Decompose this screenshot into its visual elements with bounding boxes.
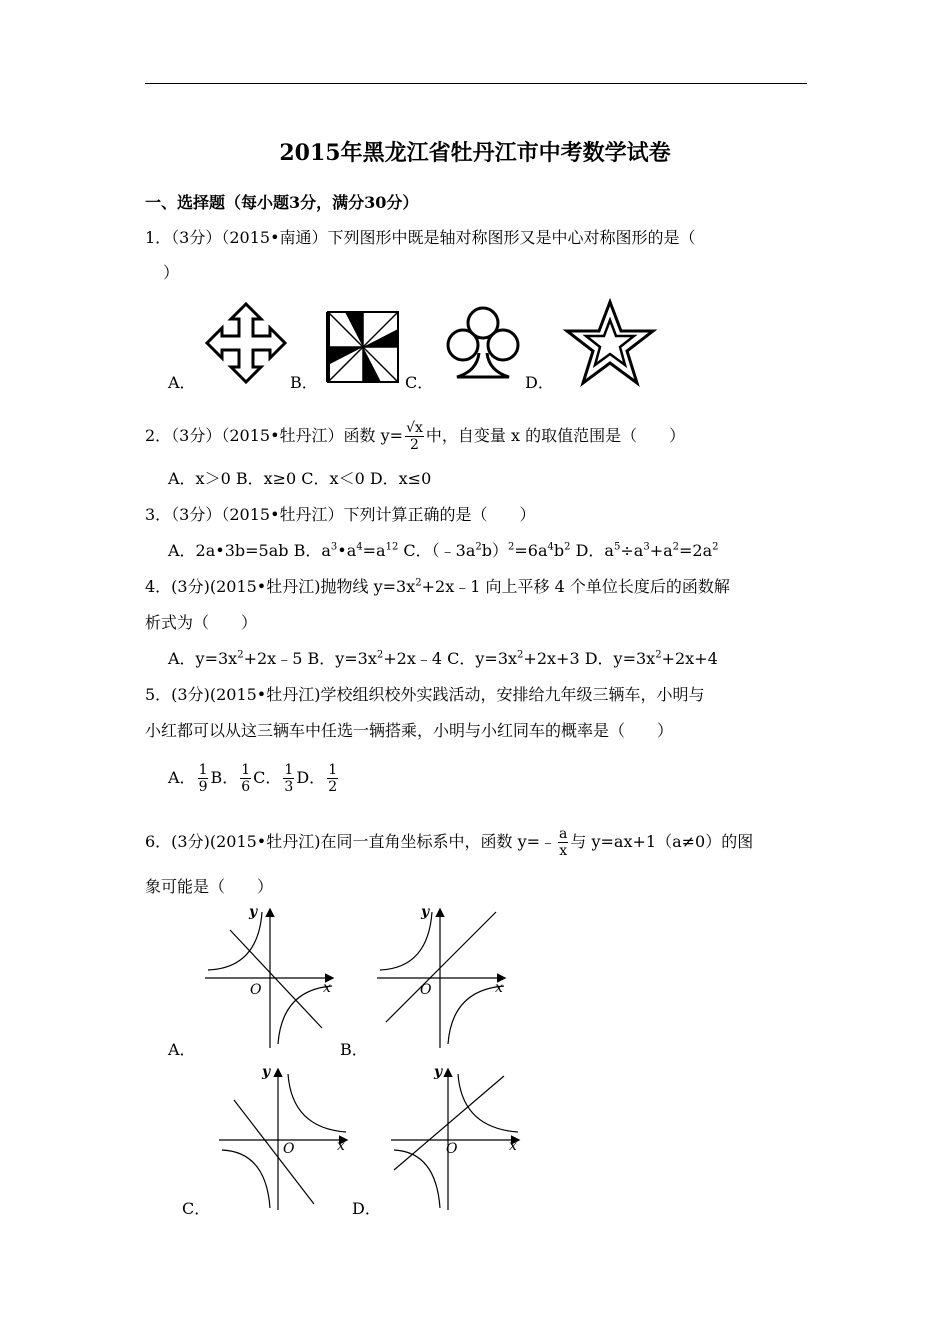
q3-text: a: [321, 541, 331, 560]
q3-sup: 2: [672, 541, 680, 553]
q3-text: ÷a: [620, 541, 644, 560]
q1-label-a: A．: [168, 373, 196, 392]
q2-frac-den: 2: [410, 437, 419, 453]
q6-label-b: B．: [340, 1040, 368, 1059]
q2-stem-pre: 2．（3分）（2015•牡丹江）函数 y=: [145, 426, 404, 445]
q5-frac-b: [240, 762, 251, 795]
q5-stem: 5．(3分)(2015•牡丹江)学校组织校外实践活动，安排给九年级三辆车，小明与: [145, 685, 705, 704]
q4-sup: 2: [237, 649, 244, 661]
graph-c-origin: O: [283, 1141, 295, 1157]
q5-stem-2: 小红都可以从这三辆车中任选一辆搭乘，小明与小红同车的概率是（ ）: [145, 721, 674, 740]
q5-frac-a: [198, 762, 209, 795]
q3-text: b）: [481, 541, 509, 560]
frac-den: 6: [241, 779, 251, 795]
frac-num: 1: [328, 762, 338, 778]
graph-b-x-label: x: [495, 980, 503, 996]
q1-stem-close: ）: [163, 263, 180, 282]
q6-label-a: A．: [168, 1040, 196, 1059]
q6-label-d: D．: [352, 1199, 381, 1218]
frac-num: 1: [241, 762, 251, 778]
q3-sup: 4: [356, 541, 363, 553]
graph-c-y-label: y: [262, 1064, 271, 1080]
frac-num: a: [559, 826, 568, 842]
q6-stem-pre: 6．(3分)(2015•牡丹江)在同一直角坐标系中，函数 y=﹣: [145, 832, 557, 851]
graph-a-origin: O: [250, 982, 262, 998]
q2-fraction: [405, 420, 424, 453]
q3-sup: 2: [564, 541, 571, 553]
graph-a-x-label: x: [323, 980, 331, 996]
q1-label-b: B．: [290, 373, 318, 392]
graph-c: [214, 1064, 354, 1214]
q4-text: +2x﹣4 C．y=3x: [383, 649, 518, 668]
q3-sup: 3: [330, 541, 338, 553]
q1-stem: 1．（3分）（2015•南通）下列图形中既是轴对称图形又是中心对称图形的是（: [145, 228, 696, 247]
graph-d-origin: O: [446, 1141, 458, 1157]
q2-stem: [145, 420, 685, 453]
graph-a-y-label: y: [249, 904, 258, 920]
graph-c-x-label: x: [337, 1138, 345, 1154]
q1-label-c: C．: [405, 373, 434, 392]
graph-d: [386, 1064, 526, 1214]
graph-b: [372, 900, 512, 1050]
q3-text: •a: [337, 541, 357, 560]
q4-sup: 2: [415, 577, 422, 589]
q3-sup: 12: [385, 541, 399, 553]
q4-sup: 2: [376, 649, 384, 661]
q6-stem-2: 象可能是（ ）: [145, 877, 274, 896]
q3-sup: 2: [712, 541, 719, 553]
q5-frac-c: [283, 762, 294, 795]
graph-b-y-label: y: [421, 904, 430, 920]
q5-label-c: C．: [253, 768, 282, 787]
q5-label-a: A．: [168, 768, 196, 787]
q1-label-d: D．: [525, 373, 554, 392]
q4-stem: [145, 576, 730, 598]
q3-sup: 4: [547, 541, 554, 553]
q3-sup: 3: [643, 541, 650, 553]
top-rule: [145, 83, 807, 84]
q2-frac-num: √x: [406, 420, 423, 436]
q6-stem-post: 与 y=ax+1（a≠0）的图: [570, 832, 754, 851]
q4-text: +2x﹣5 B．y=3x: [243, 649, 377, 668]
q2-stem-post: 中，自变量 x 的取值范围是（ ）: [425, 426, 686, 445]
q4-text: +2x+3 D．y=3x: [523, 649, 656, 668]
four-arrow-figure: [205, 302, 287, 384]
q3-text: C．（﹣3a: [398, 541, 476, 560]
page-title: 2015年黑龙江省牡丹江市中考数学试卷: [279, 140, 671, 166]
club-figure: [443, 303, 523, 383]
double-star-figure: [565, 300, 655, 386]
q3-stem: 3．（3分）（2015•牡丹江）下列计算正确的是（ ）: [145, 505, 536, 524]
q2-options: A．x＞0 B．x≥0 C．x＜0 D．x≤0: [168, 469, 432, 488]
q3-text: =a: [362, 541, 386, 560]
pinwheel-figure: [326, 310, 400, 384]
graph-d-y-label: y: [434, 1064, 443, 1080]
q3-sup: 2: [508, 541, 515, 553]
q3-text: +a: [649, 541, 673, 560]
graph-d-x-label: x: [509, 1138, 517, 1154]
q6-label-c: C．: [182, 1199, 211, 1218]
frac-den: 3: [284, 779, 294, 795]
q6-stem: [145, 826, 753, 859]
q3-options: [168, 540, 719, 562]
q3-text: D．a: [570, 541, 614, 560]
q5-label-b: B．: [210, 768, 239, 787]
q3-opt-a: A．2a•3b=5ab B．: [168, 541, 322, 560]
q3-sup: 2: [475, 541, 482, 553]
q5-frac-d: [327, 762, 338, 795]
section-heading: 一、选择题（每小题3分，满分30分）: [145, 193, 419, 212]
frac-den: x: [559, 843, 568, 859]
graph-a: [200, 900, 340, 1050]
q3-sup: 5: [613, 541, 621, 553]
q3-text: =6a: [514, 541, 548, 560]
q4-sup: 2: [517, 649, 524, 661]
q4-text: +2x+4: [661, 649, 718, 668]
q4-text: +2x﹣1 向上平移 4 个单位长度后的函数解: [421, 577, 730, 596]
q4-text: A．y=3x: [168, 649, 238, 668]
frac-den: 2: [328, 779, 338, 795]
q6-fraction: [558, 826, 568, 859]
q4-options: [168, 648, 718, 670]
q3-text: =2a: [679, 541, 713, 560]
graph-b-origin: O: [420, 982, 432, 998]
frac-num: 1: [198, 762, 208, 778]
frac-num: 1: [284, 762, 294, 778]
q4-sup: 2: [655, 649, 662, 661]
frac-den: 9: [198, 779, 208, 795]
q3-text: b: [553, 541, 565, 560]
q4-stem-2: 析式为（ ）: [145, 613, 258, 632]
q5-options: [168, 762, 340, 795]
q4-text: 4．(3分)(2015•牡丹江)抛物线 y=3x: [145, 577, 416, 596]
q5-label-d: D．: [296, 768, 326, 787]
